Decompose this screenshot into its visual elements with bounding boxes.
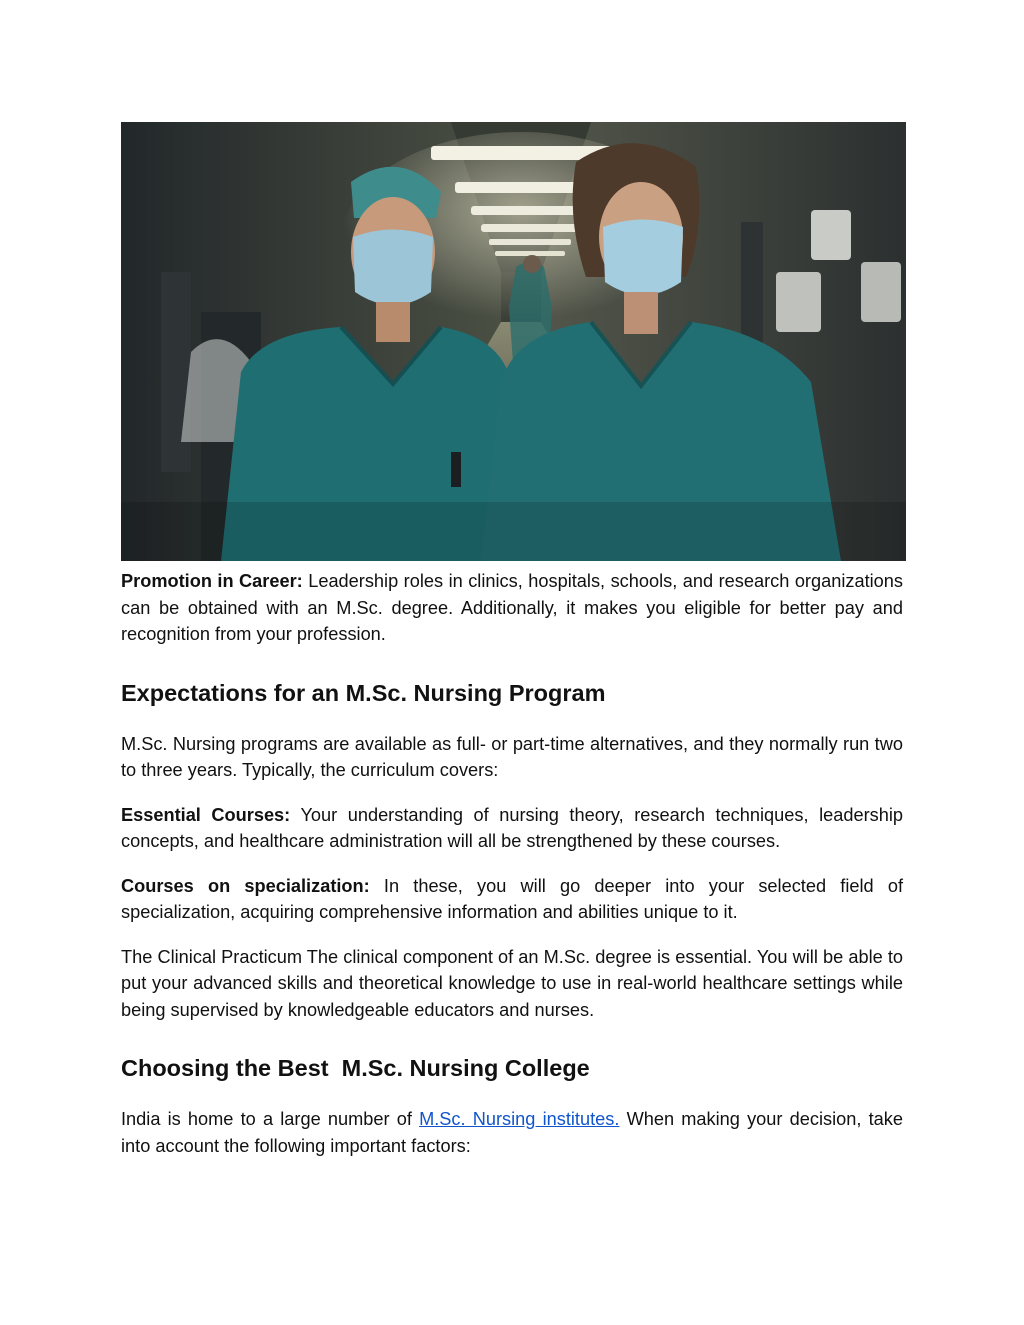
specialization-text: In these, you will go deeper into your selected field of specialization, acquiring comprehensive information and abilities unique to it. (121, 875, 903, 922)
essential-courses-paragraph (121, 802, 903, 855)
nurses-photo (121, 122, 906, 561)
article-body (121, 568, 903, 1177)
essential-courses-label: Essential Courses: (121, 804, 291, 825)
choosing-text-before: India is home to a large number of (121, 1109, 420, 1129)
choosing-heading: Choosing the Best M.Sc. Nursing College (121, 1055, 590, 1081)
practicum-paragraph: The Clinical Practicum The clinical component of an M.Sc. degree is essential. You will be able to put your advanced skills and theoretical knowledge to use in real-world healthcare settings while being supervised by knowledgeable educators and nurses. (121, 946, 903, 1020)
expectations-intro-paragraph: M.Sc. Nursing programs are available as full- or part-time alternatives, and they normally run two to three years. Typically, the curriculum covers: (121, 733, 903, 780)
promotion-label: Promotion in Career: (121, 571, 303, 591)
specialization-paragraph (121, 873, 903, 926)
nursing-institutes-link[interactable]: M.Sc. Nursing institutes. (419, 1109, 620, 1129)
essential-courses-text: Your understanding of nursing theory, research techniques, leadership concepts, and healthcare administration will all be strengthened by these courses. (121, 804, 903, 851)
promotion-text: Leadership roles in clinics, hospitals, schools, and research organizations can be obtained with an M.Sc. degree. Additionally, it makes you eligible for better pay and recognition from your profession. (121, 571, 903, 644)
specialization-label: Courses on specialization: (121, 875, 370, 896)
expectations-heading: Expectations for an M.Sc. Nursing Program (121, 679, 606, 706)
promotion-paragraph (121, 568, 903, 648)
choosing-paragraph (121, 1106, 903, 1159)
choosing-text-after: When making your decision, take into account the following important factors: (121, 1109, 903, 1156)
